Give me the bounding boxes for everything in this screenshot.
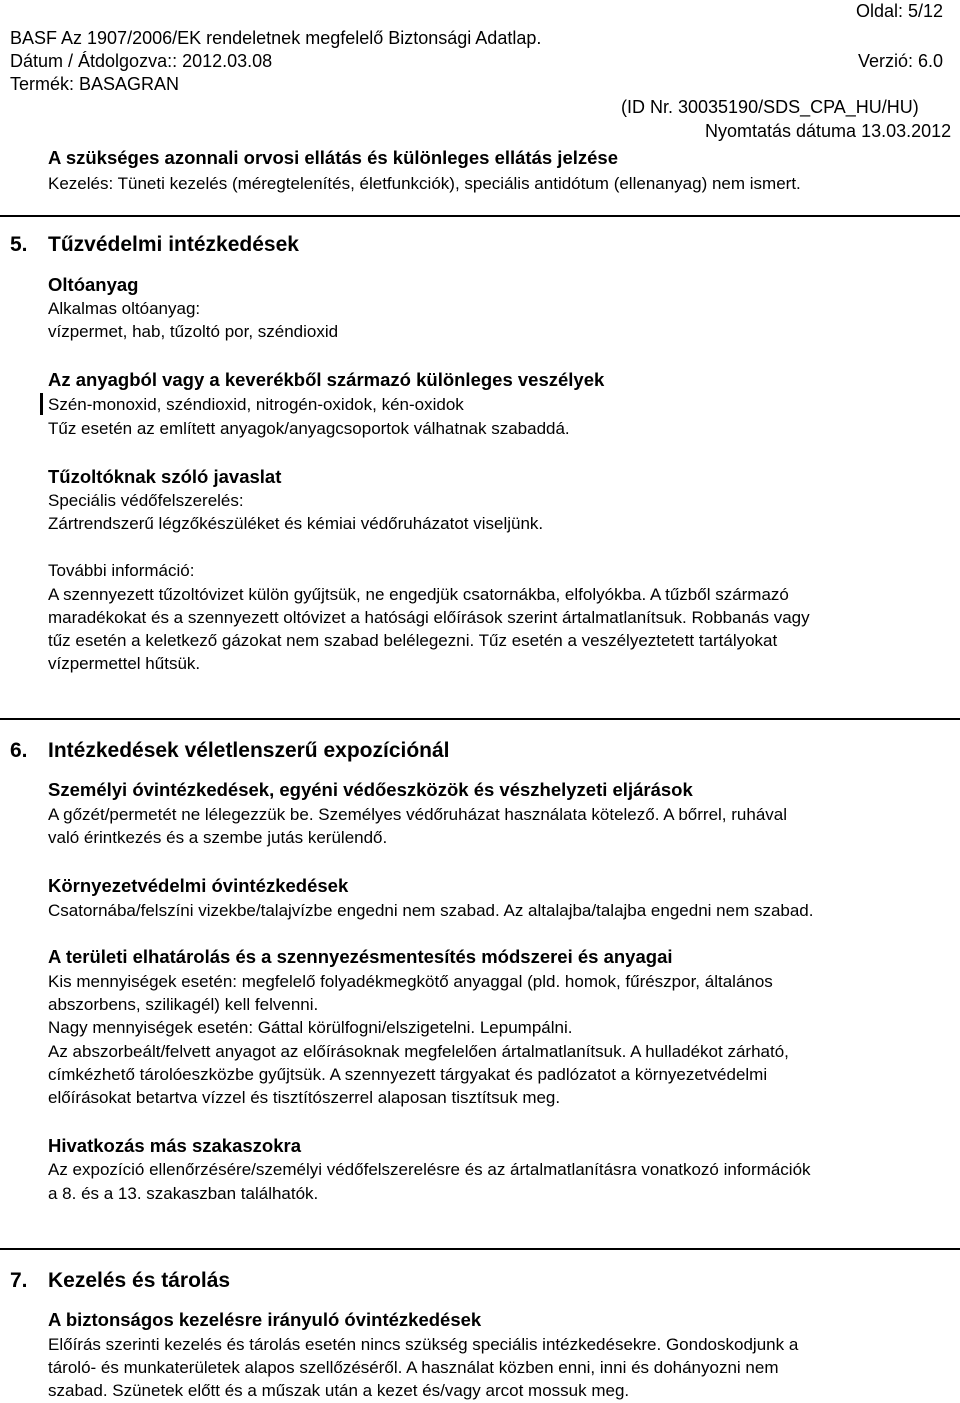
reference-line: Az expozíció ellenőrzésére/személyi védőfelszerelésre és az ártalmatlanításra vonatkozó információk — [48, 1160, 811, 1179]
version: Verzió: 6.0 — [858, 51, 944, 71]
reference-heading: Hivatkozás más szakaszokra — [48, 1135, 301, 1156]
section-6-title: Intézkedések véletlenszerű expozíciónál — [48, 739, 450, 762]
containment-line: Az abszorbeált/felvett anyagot az előírásoknak megfelelően ártalmatlanítsuk. A hulladékot zárható, — [48, 1042, 789, 1061]
containment-heading: A területi elhatárolás és a szennyezésmentesítés módszerei és anyagai — [48, 946, 673, 967]
page-number: Oldal: 5/12 — [856, 1, 944, 21]
print-date: Nyomtatás dátuma 13.03.2012 — [705, 121, 952, 141]
document-id: (ID Nr. 30035190/SDS_CPA_HU/HU) — [621, 97, 919, 117]
firefighter-label: Speciális védőfelszerelés: — [48, 491, 244, 510]
medical-heading: A szükséges azonnali orvosi ellátás és különleges ellátás jelzése — [48, 147, 618, 168]
safe-handling-heading: A biztonságos kezelésre irányuló óvintézkedések — [48, 1309, 482, 1330]
further-info-line: A szennyezett tűzoltóvizet külön gyűjtsük, ne engedjük csatornákba, elfolyókba. A tűzből származó — [48, 585, 789, 604]
section-5-number: 5. — [10, 233, 28, 256]
containment-line: előírásokat betartva vízzel és tisztítószerrel alaposan tisztítsuk meg. — [48, 1088, 561, 1107]
containment-line: Nagy mennyiségek esetén: Gáttal körülfogni/elszigetelni. Lepumpálni. — [48, 1018, 573, 1037]
further-info-line: tűz esetén a keletkező gázokat nem szabad belélegezni. Tűz esetén a veszélyeztetett tartályokat — [48, 631, 778, 650]
product-name: Termék: BASAGRAN — [10, 74, 180, 94]
further-info-line: vízpermettel hűtsük. — [48, 654, 201, 673]
safe-handling-line: szabad. Szünetek előtt és a műszak után a kezet és/vagy arcot mossuk meg. — [48, 1381, 630, 1400]
section-divider — [0, 215, 960, 217]
containment-line: címkézhető tárolóeszközbe gyűjtsük. A szennyezett tárgyakat és padlózatot a környezetvédelmi — [48, 1065, 768, 1084]
safe-handling-line: Előírás szerinti kezelés és tárolás esetén nincs szükség speciális intézkedésekre. Gondoskodjunk a — [48, 1335, 799, 1354]
extinguishing-text: vízpermet, hab, tűzoltó por, széndioxid — [48, 322, 339, 341]
further-info-label: További információ: — [48, 561, 195, 580]
personal-precautions-heading: Személyi óvintézkedések, egyéni védőeszközök és vészhelyzeti eljárások — [48, 779, 693, 800]
hazard-line-1: Szén-monoxid, széndioxid, nitrogén-oxidok, kén-oxidok — [48, 395, 464, 414]
further-info-line: maradékokat és a szennyezett oltóvizet a hatósági előírások szerint ártalmatlanítsuk. Robbanás vagy — [48, 608, 810, 627]
hazard-line-2: Tűz esetén az említett anyagok/anyagcsoportok válhatnak szabaddá. — [48, 419, 570, 438]
environmental-text: Csatornába/felszíni vizekbe/talajvízbe engedni nem szabad. Az altalajba/talajba engedni nem szabad. — [48, 901, 814, 920]
medical-text: Kezelés: Tüneti kezelés (méregtelenítés, életfunkciók), speciális antidótum (ellenanyag) nem ismert. — [48, 174, 801, 193]
personal-precautions-line: való érintkezés és a szembe jutás kerülendő. — [48, 828, 388, 847]
reference-line: a 8. és a 13. szakaszban találhatók. — [48, 1184, 319, 1203]
section-divider — [0, 1248, 960, 1250]
document-title: BASF Az 1907/2006/EK rendeletnek megfelelő Biztonsági Adatlap. — [10, 28, 542, 48]
hazard-heading: Az anyagból vagy a keverékből származó különleges veszélyek — [48, 369, 605, 390]
section-6-number: 6. — [10, 739, 28, 762]
section-7-number: 7. — [10, 1269, 28, 1292]
safe-handling-line: tároló- és munkaterületek alapos szellőzéséről. A használat közben enni, inni és dohányozni nem — [48, 1358, 779, 1377]
revision-date: Dátum / Átdolgozva:: 2012.03.08 — [10, 51, 273, 71]
section-5-title: Tűzvédelmi intézkedések — [48, 233, 299, 256]
containment-line: Kis mennyiségek esetén: megfelelő folyadékmegkötő anyaggal (pld. homok, fűrészpor, általános — [48, 972, 773, 991]
personal-precautions-line: A gőzét/permetét ne lélegezzük be. Személyes védőruházat használata kötelező. A bőrrel, ruhával — [48, 805, 788, 824]
extinguishing-heading: Oltóanyag — [48, 274, 139, 295]
firefighter-heading: Tűzoltóknak szóló javaslat — [48, 466, 282, 487]
section-7-title: Kezelés és tárolás — [48, 1269, 231, 1292]
section-divider — [0, 718, 960, 720]
firefighter-text: Zártrendszerű légzőkészüléket és kémiai védőruházatot viseljünk. — [48, 514, 544, 533]
extinguishing-label: Alkalmas oltóanyag: — [48, 299, 201, 318]
containment-line: abszorbens, szilikagél) kell felvenni. — [48, 995, 319, 1014]
change-bar — [40, 393, 43, 415]
environmental-heading: Környezetvédelmi óvintézkedések — [48, 875, 349, 896]
